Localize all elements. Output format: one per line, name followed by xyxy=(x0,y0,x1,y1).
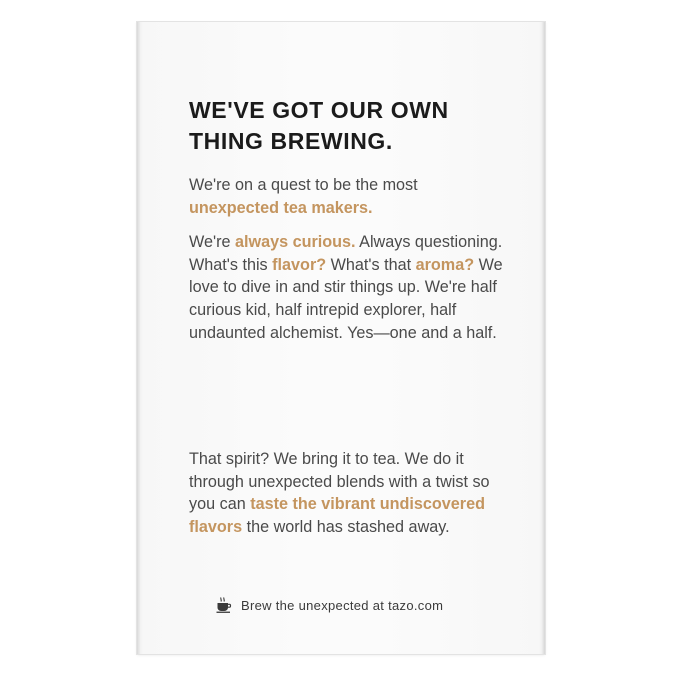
headline-line-1: WE'VE GOT OUR OWN xyxy=(189,97,449,123)
tea-box-panel xyxy=(137,22,545,654)
headline-line-2: THING BREWING. xyxy=(189,128,393,154)
curious-text-2: Always questioning. What's this xyxy=(189,233,503,274)
footer xyxy=(215,596,443,614)
curious-paragraph xyxy=(189,231,519,345)
footer-text: Brew the unexpected at tazo.com xyxy=(241,597,444,613)
spirit-text-1: That spirit? We bring it to tea. We do it through unexpected blends with a twist so you can xyxy=(189,450,490,514)
curious-text-4: We love to dive in and stir things up. We're half curious kid, half intrepid explorer, half undaunted alchemist. Yes—one and a half. xyxy=(189,255,503,342)
intro-paragraph xyxy=(189,174,519,219)
coffee-cup-icon xyxy=(215,596,233,614)
spirit-text-2: the world has stashed away. xyxy=(242,518,450,537)
curious-highlight-1: always curious. xyxy=(234,233,356,251)
spirit-highlight: taste the vibrant undiscovered flavors xyxy=(189,495,485,537)
intro-highlight: unexpected tea makers. xyxy=(189,198,373,217)
curious-text-1: We're xyxy=(189,233,235,251)
box-left-edge xyxy=(137,22,140,654)
curious-highlight-3: aroma? xyxy=(415,255,475,274)
curious-text-3: What's that xyxy=(326,255,416,274)
headline xyxy=(189,95,529,157)
curious-highlight-2: flavor? xyxy=(272,255,327,274)
box-right-edge xyxy=(542,22,545,654)
intro-text: We're on a quest to be the most xyxy=(189,176,418,194)
spirit-paragraph xyxy=(189,448,519,539)
